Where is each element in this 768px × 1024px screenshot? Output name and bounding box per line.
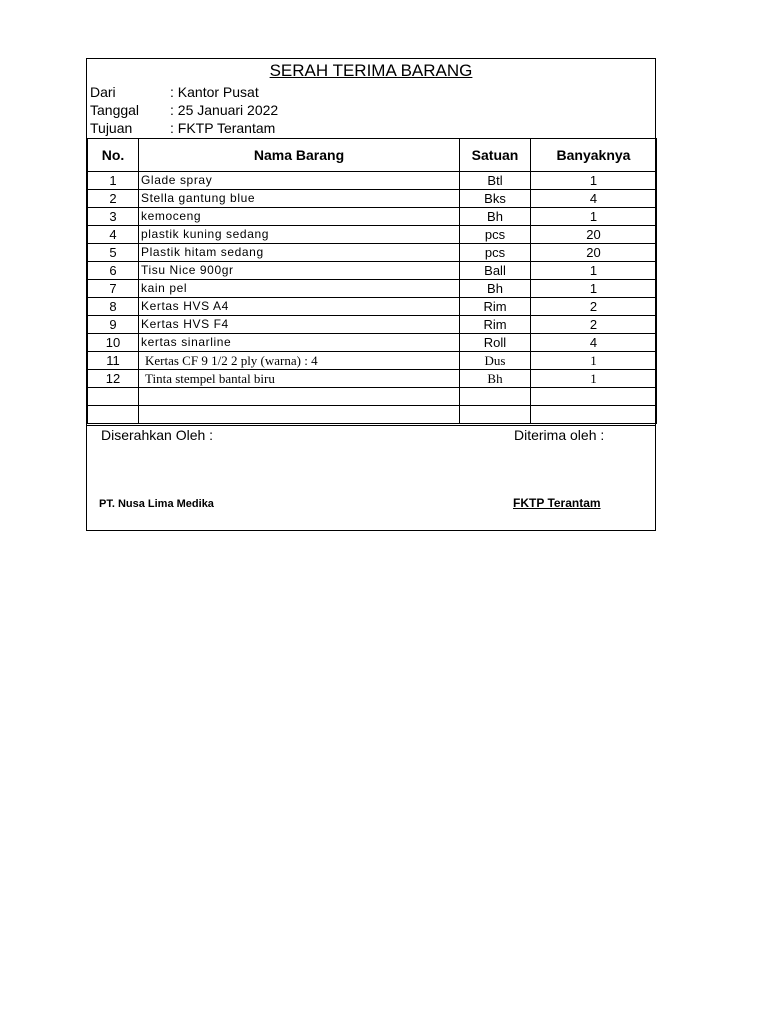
- row-qty: 20: [531, 244, 657, 262]
- empty-cell: [139, 388, 460, 406]
- row-unit: Bks: [460, 190, 531, 208]
- table-row: [88, 208, 657, 226]
- row-name: Tinta stempel bantal biru: [139, 370, 460, 388]
- row-no: 5: [88, 244, 139, 262]
- table-row: [88, 262, 657, 280]
- row-qty: 4: [531, 190, 657, 208]
- meta-from-value: : Kantor Pusat: [170, 84, 259, 100]
- header-qty: Banyaknya: [531, 139, 657, 172]
- row-unit: Roll: [460, 334, 531, 352]
- row-unit: Bh: [460, 370, 531, 388]
- row-no: 12: [88, 370, 139, 388]
- table-row: [88, 244, 657, 262]
- row-unit: Rim: [460, 316, 531, 334]
- row-no: 8: [88, 298, 139, 316]
- row-qty: 2: [531, 316, 657, 334]
- header-unit: Satuan: [460, 139, 531, 172]
- table-row: [88, 352, 657, 370]
- row-name: Glade spray: [139, 172, 460, 190]
- empty-cell: [531, 406, 657, 424]
- header-name: Nama Barang: [139, 139, 460, 172]
- row-name: Kertas CF 9 1/2 2 ply (warna) : 4: [139, 352, 460, 370]
- row-qty: 4: [531, 334, 657, 352]
- row-unit: Bh: [460, 280, 531, 298]
- row-no: 4: [88, 226, 139, 244]
- row-no: 9: [88, 316, 139, 334]
- table-row: [88, 190, 657, 208]
- empty-cell: [139, 406, 460, 424]
- row-qty: 1: [531, 280, 657, 298]
- receiver-name: FKTP Terantam: [513, 496, 601, 510]
- meta-destination-label: Tujuan: [90, 120, 133, 136]
- row-no: 11: [88, 352, 139, 370]
- receiver-label: Diterima oleh :: [514, 427, 605, 443]
- row-unit: Btl: [460, 172, 531, 190]
- row-no: 7: [88, 280, 139, 298]
- row-no: 1: [88, 172, 139, 190]
- row-name: plastik kuning sedang: [139, 226, 460, 244]
- table-row: [88, 298, 657, 316]
- empty-cell: [460, 388, 531, 406]
- empty-cell: [88, 388, 139, 406]
- table-row: [88, 280, 657, 298]
- meta-date: [90, 101, 278, 119]
- table-header-row: [88, 139, 657, 172]
- row-qty: 2: [531, 298, 657, 316]
- row-qty: 1: [531, 262, 657, 280]
- row-no: 2: [88, 190, 139, 208]
- row-name: kertas sinarline: [139, 334, 460, 352]
- table-row: [88, 316, 657, 334]
- meta-destination-value: : FKTP Terantam: [170, 120, 276, 136]
- items-table: [87, 138, 657, 424]
- row-name: kemoceng: [139, 208, 460, 226]
- row-no: 3: [88, 208, 139, 226]
- table-row: [88, 334, 657, 352]
- row-qty: 1: [531, 352, 657, 370]
- row-unit: Bh: [460, 208, 531, 226]
- row-name: Plastik hitam sedang: [139, 244, 460, 262]
- table-row: [88, 226, 657, 244]
- row-qty: 1: [531, 208, 657, 226]
- giver-name: PT. Nusa Lima Medika: [99, 498, 214, 510]
- meta-destination: [90, 119, 275, 137]
- row-unit: pcs: [460, 226, 531, 244]
- meta-date-value: : 25 Januari 2022: [170, 102, 279, 118]
- row-unit: Rim: [460, 298, 531, 316]
- row-no: 10: [88, 334, 139, 352]
- row-name: Tisu Nice 900gr: [139, 262, 460, 280]
- row-name: kain pel: [139, 280, 460, 298]
- row-qty: 1: [531, 370, 657, 388]
- signature-section: [87, 425, 655, 532]
- empty-cell: [88, 406, 139, 424]
- document-title: SERAH TERIMA BARANG: [269, 61, 473, 80]
- row-name: Kertas HVS A4: [139, 298, 460, 316]
- row-name: Kertas HVS F4: [139, 316, 460, 334]
- handover-document: [86, 58, 656, 531]
- empty-cell: [531, 388, 657, 406]
- row-name: Stella gantung blue: [139, 190, 460, 208]
- row-no: 6: [88, 262, 139, 280]
- table-row: [88, 172, 657, 190]
- header-no: No.: [88, 139, 139, 172]
- empty-row: [88, 406, 657, 424]
- empty-cell: [460, 406, 531, 424]
- meta-from: [90, 83, 259, 101]
- empty-row: [88, 388, 657, 406]
- giver-label: Diserahkan Oleh :: [101, 427, 214, 443]
- row-unit: Ball: [460, 262, 531, 280]
- row-unit: pcs: [460, 244, 531, 262]
- row-qty: 20: [531, 226, 657, 244]
- meta-from-label: Dari: [90, 84, 116, 100]
- row-unit: Dus: [460, 352, 531, 370]
- row-qty: 1: [531, 172, 657, 190]
- meta-date-label: Tanggal: [90, 102, 140, 118]
- table-row: [88, 370, 657, 388]
